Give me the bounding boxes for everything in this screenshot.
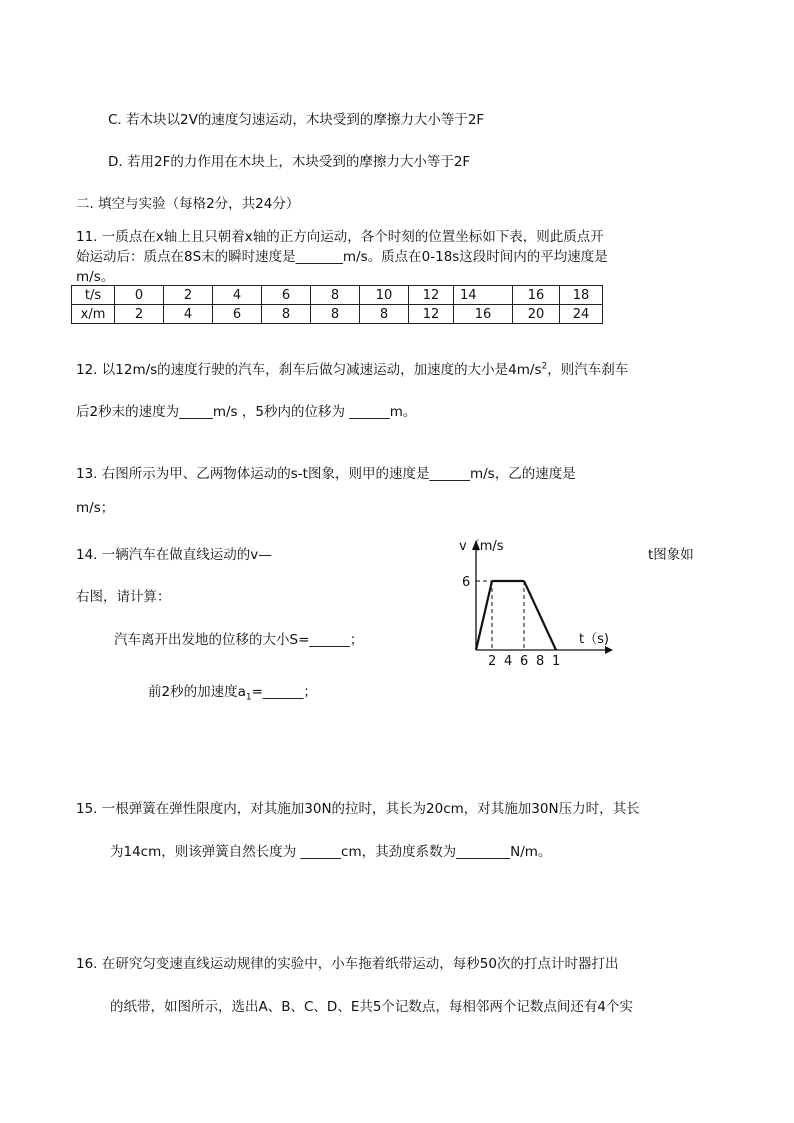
table-cell: 0 [115, 286, 164, 305]
q11-line3: m/s。 [76, 269, 115, 285]
table-cell: 4 [213, 286, 262, 305]
q14-subscript: 1 [245, 692, 252, 703]
table-cell: 24 [560, 305, 603, 324]
velocity-segment [476, 581, 492, 650]
y-tick-label: 6 [462, 575, 471, 590]
option-d: D. 若用2F的力作用在木块上，木块受到的摩擦力大小等于2F [108, 154, 471, 170]
q15-line2: 为14cm，则该弹簧自然长度为 ______cm，其劲度系数为________N/m。 [110, 844, 552, 860]
q12-text-b: ，则汽车刹车 [547, 362, 629, 378]
y-axis-label: v（m/s [459, 539, 504, 554]
x-axis-arrow [605, 646, 613, 654]
table-cell: 8 [262, 305, 311, 324]
q14-text-b: =______； [251, 684, 317, 700]
table-cell: 16 [454, 305, 513, 324]
q13-line1: 13. 右图所示为甲、乙两物体运动的s-t图象，则甲的速度是______m/s，乙的速度是 [76, 466, 576, 482]
table-cell: 6 [262, 286, 311, 305]
table-cell: 2 [115, 305, 164, 324]
table-cell: 20 [513, 305, 560, 324]
q14-text-a: 前2秒的加速度a [148, 684, 246, 700]
x-axis-label: t（s) [579, 632, 609, 647]
q14-line3: 汽车离开出发地的位移的大小S=______； [114, 632, 364, 648]
table-cell: x/m [72, 305, 115, 324]
q14-line4 [148, 680, 317, 703]
table-cell: t/s [72, 286, 115, 305]
table-cell: 2 [164, 286, 213, 305]
q14-line2: 右图，请计算： [76, 589, 171, 605]
table-cell: 6 [213, 305, 262, 324]
table-cell: 16 [513, 286, 560, 305]
x-tick-label: 2 [488, 654, 497, 669]
table-row [72, 305, 603, 324]
velocity-segment [524, 581, 556, 650]
q12-line1 [76, 358, 628, 378]
q16-line2: 的纸带，如图所示，选出A、B、C、D、E共5个记数点，每相邻两个记数点间还有4个实 [110, 999, 634, 1015]
table-cell: 14 [454, 286, 513, 305]
option-c: C. 若木块以2V的速度匀速运动，木块受到的摩擦力大小等于2F [108, 112, 485, 128]
q13-line2: m/s； [76, 500, 115, 516]
table-cell: 12 [409, 286, 454, 305]
q12-superscript: 2 [541, 361, 548, 372]
table-cell: 18 [560, 286, 603, 305]
table-cell: 8 [311, 305, 360, 324]
vt-graph [455, 530, 625, 670]
q11-line2: 始运动后：质点在8S末的瞬时速度是_______m/s。质点在0-18s这段时间内的平均速度是 [76, 249, 608, 265]
x-tick-label: 1 [552, 654, 561, 669]
table-cell: 8 [311, 286, 360, 305]
q16-line1: 16. 在研究匀变速直线运动规律的实验中，小车拖着纸带运动，每秒50次的打点计时器打出 [76, 956, 619, 972]
table-cell: 10 [360, 286, 409, 305]
table-cell: 8 [360, 305, 409, 324]
table-cell: 4 [164, 305, 213, 324]
table-row [72, 286, 603, 305]
x-tick-label: 6 [520, 654, 529, 669]
q14-line1-right: t图象如 [648, 547, 694, 563]
x-tick-label: 8 [536, 654, 545, 669]
q12-text-a: 12. 以12m/s的速度行驶的汽车，刹车后做匀减速运动，加速度的大小是4m/s [76, 362, 542, 378]
table-cell: 12 [409, 305, 454, 324]
position-table [71, 285, 603, 324]
x-tick-label: 4 [504, 654, 513, 669]
q14-line1: 14. 一辆汽车在做直线运动的v— [76, 547, 272, 563]
q15-line1: 15. 一根弹簧在弹性限度内，对其施加30N的拉时，其长为20cm，对其施加30N压力时，其长 [76, 801, 640, 817]
q12-line2: 后2秒末的速度为_____m/s ，5秒内的位移为 ______m。 [76, 404, 417, 420]
q11-line1: 11. 一质点在x轴上且只朝着x轴的正方向运动，各个时刻的位置坐标如下表，则此质点开 [76, 229, 604, 245]
section-heading: 二. 填空与实验（每格2分，共24分） [76, 196, 300, 212]
